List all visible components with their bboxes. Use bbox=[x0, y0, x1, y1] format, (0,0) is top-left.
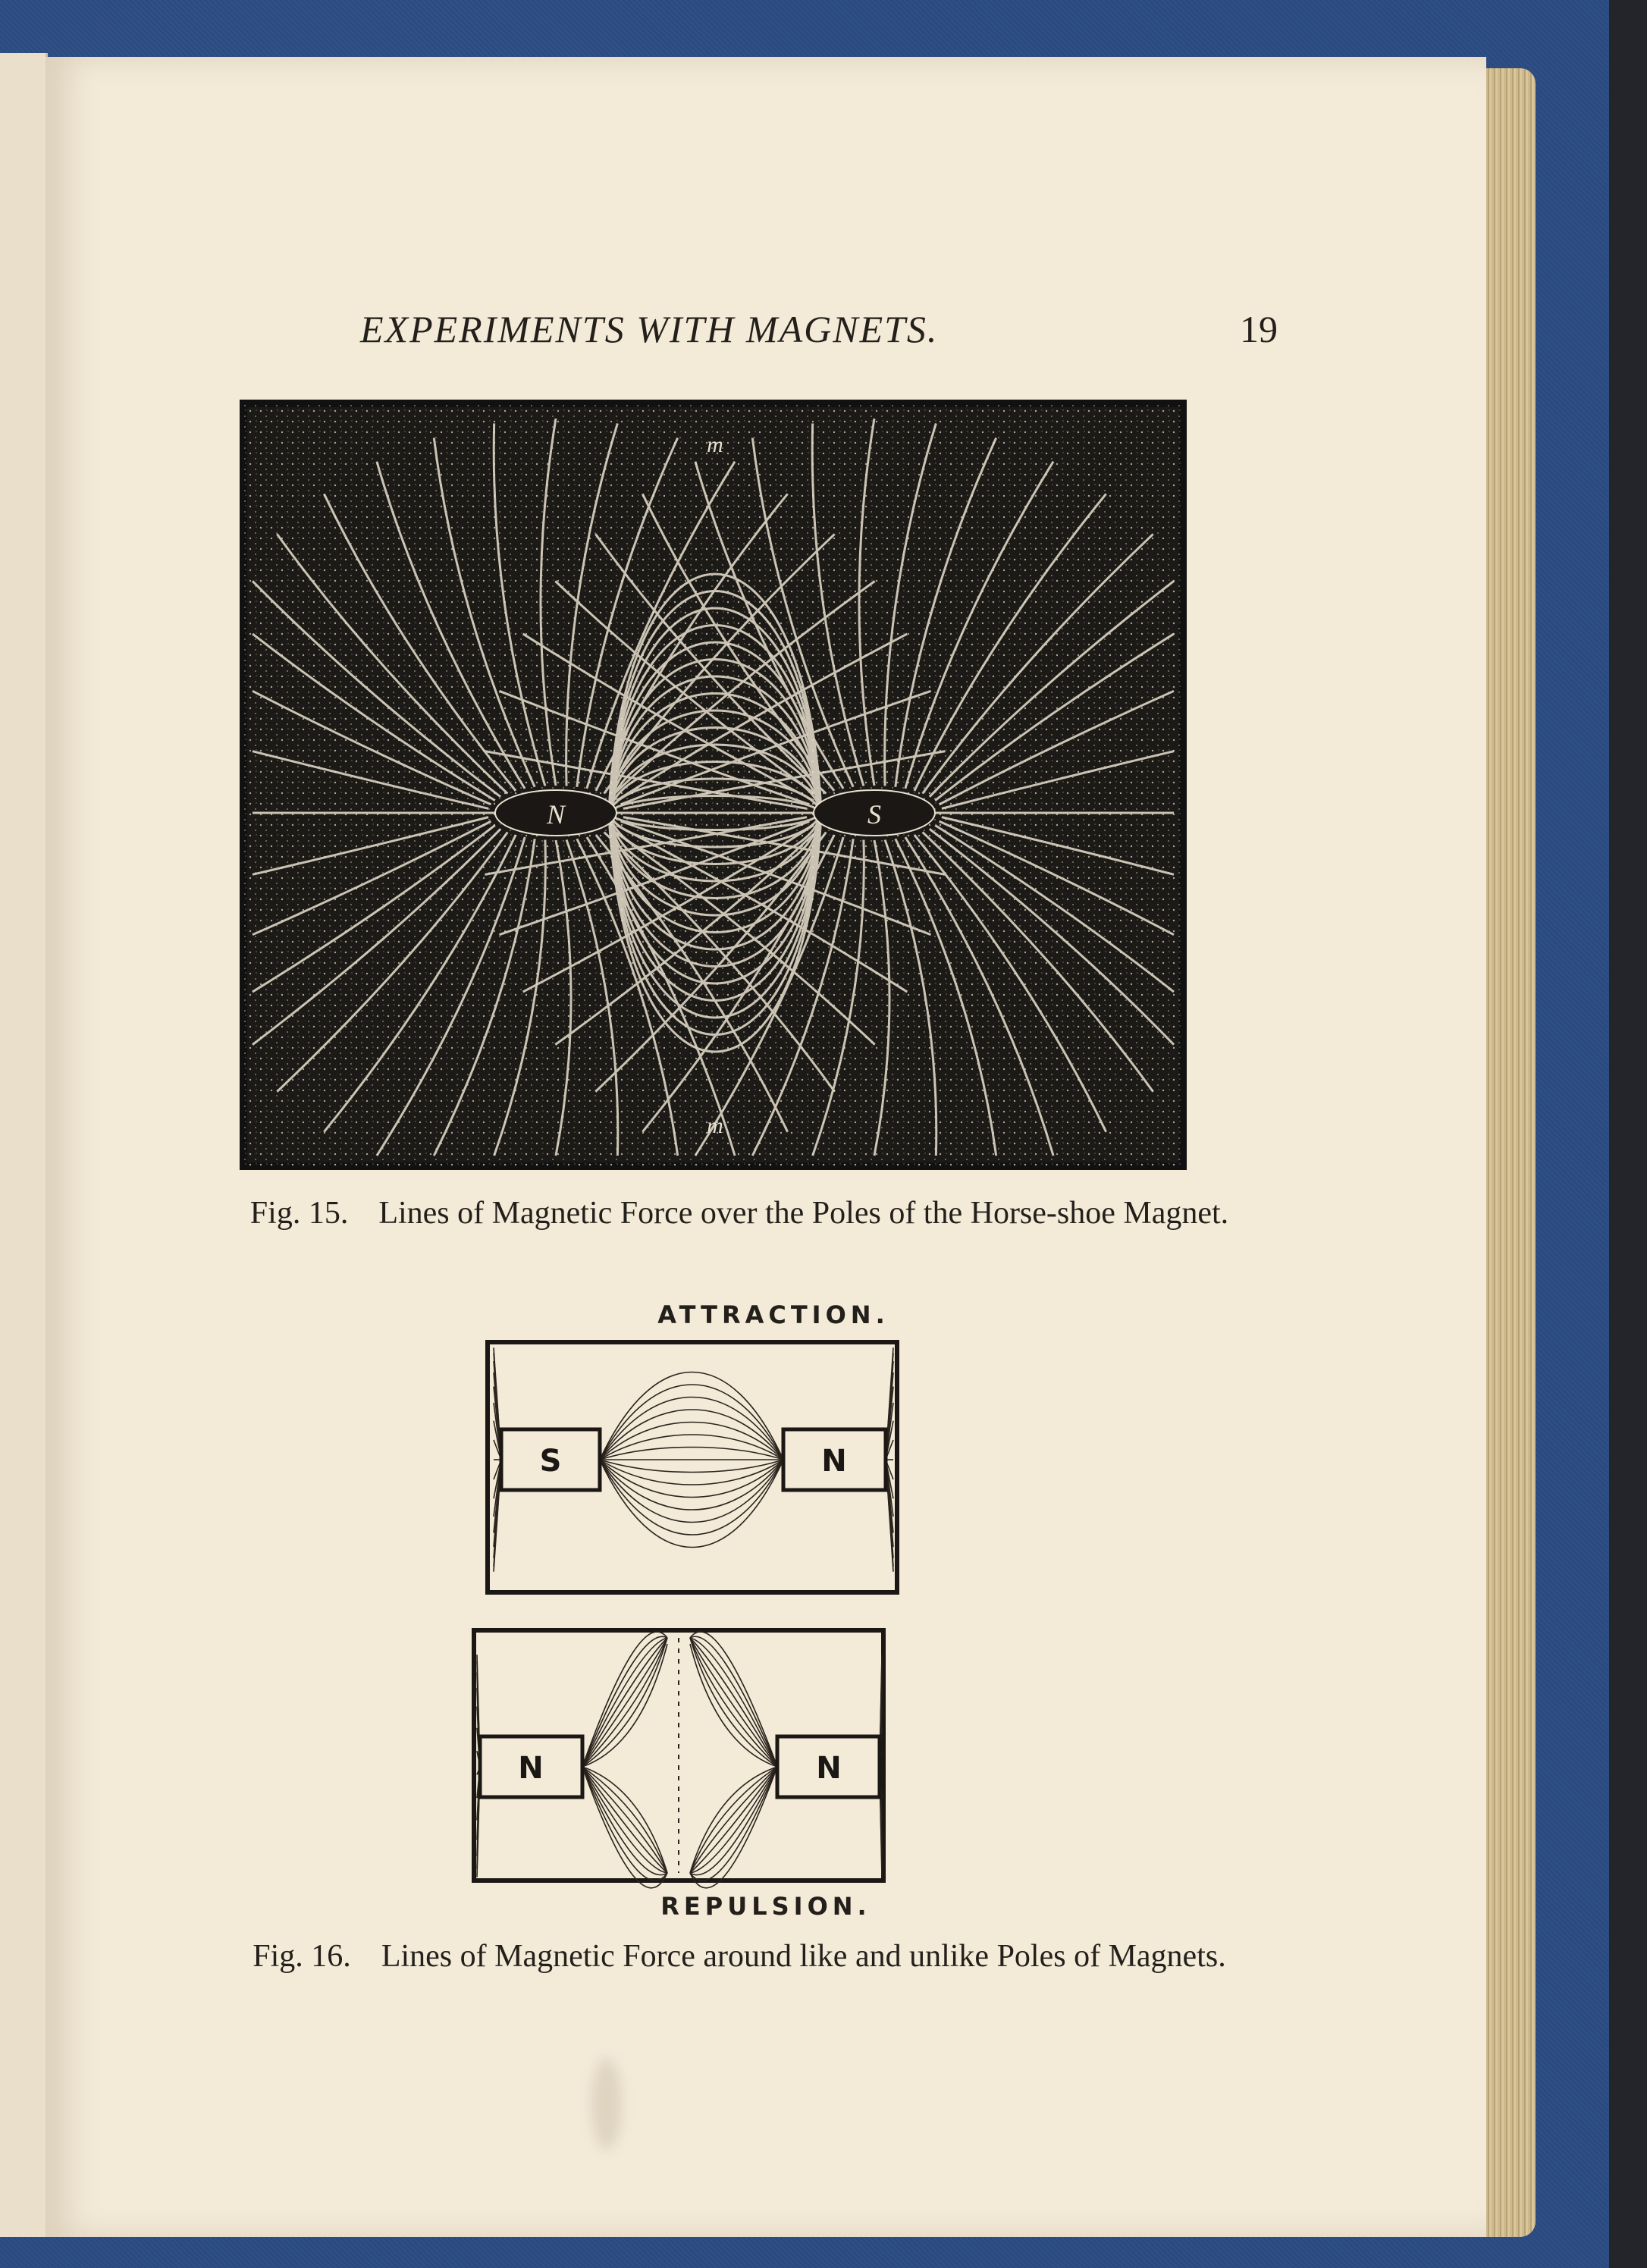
running-title: EXPERIMENTS WITH MAGNETS. bbox=[360, 308, 939, 350]
fig16-caption-text: Lines of Magnetic Force around like and unlike Poles of Magnets. bbox=[381, 1939, 1226, 1974]
page-number: 19 bbox=[1240, 308, 1278, 350]
figure-15-plate bbox=[237, 397, 1189, 1172]
attraction-pole-left: S bbox=[539, 1444, 562, 1479]
figure-16-caption bbox=[186, 1937, 1293, 1975]
page-smudge bbox=[591, 2059, 622, 2150]
repulsion-pole-right: N bbox=[816, 1751, 842, 1786]
fig15-marker-bottom: m bbox=[707, 1113, 723, 1138]
left-page-edge bbox=[0, 53, 48, 2237]
book-page bbox=[45, 57, 1486, 2237]
repulsion-pole-left: N bbox=[518, 1751, 544, 1786]
running-head bbox=[360, 307, 1346, 368]
figure-16-repulsion bbox=[466, 1577, 952, 1896]
figure-15-caption bbox=[186, 1194, 1293, 1232]
repulsion-label: REPULSION. bbox=[660, 1892, 871, 1921]
fig15-pole-s-label: S bbox=[867, 799, 881, 830]
fig15-caption-text: Lines of Magnetic Force over the Poles of the Horse-shoe Magnet. bbox=[378, 1196, 1229, 1231]
figure-16-attraction bbox=[480, 1285, 905, 1611]
fig16-caption-label: Fig. 16. bbox=[253, 1939, 351, 1974]
attraction-label: ATTRACTION. bbox=[657, 1300, 889, 1329]
fig15-pole-n-label: N bbox=[546, 799, 566, 830]
fig15-marker-top: m bbox=[707, 432, 723, 457]
attraction-pole-right: N bbox=[821, 1444, 847, 1479]
fig15-caption-label: Fig. 15. bbox=[249, 1196, 349, 1231]
